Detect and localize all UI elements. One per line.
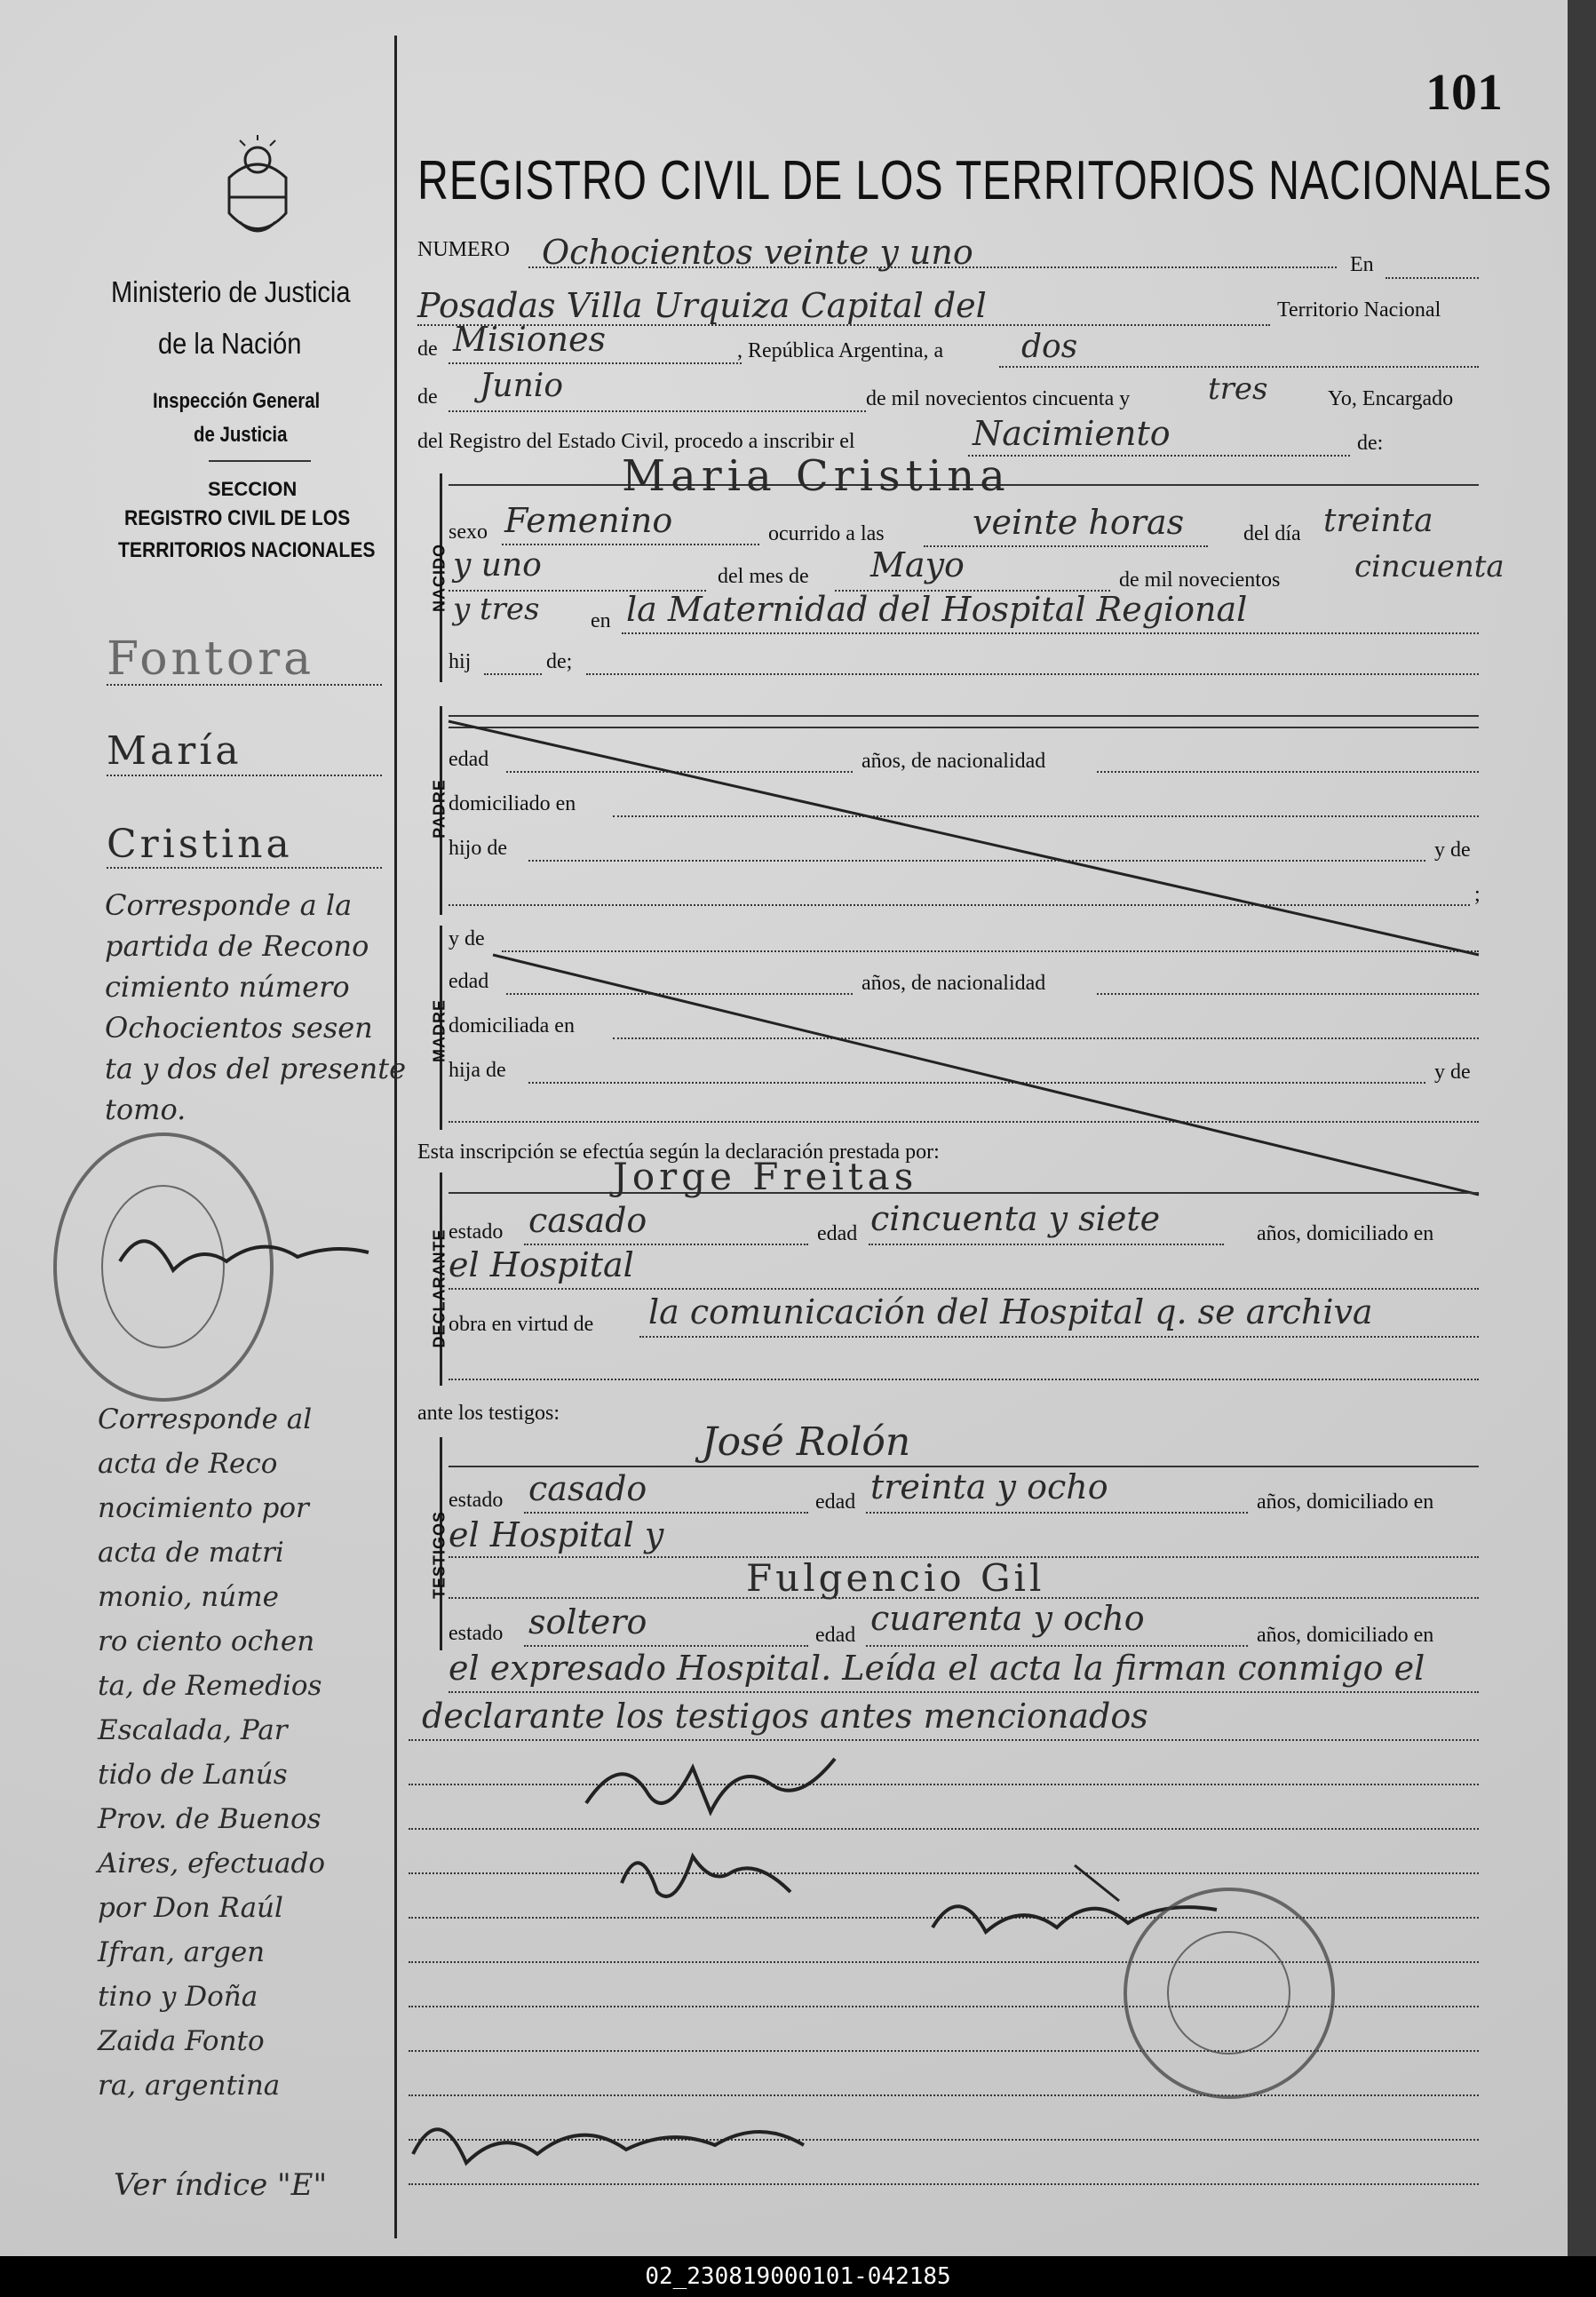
de-label-3: de: <box>1357 432 1384 455</box>
dotted-line <box>639 1336 1479 1338</box>
dia-value-2: y uno <box>453 547 542 584</box>
testigos-section-label: TESTIGOS <box>430 1511 449 1600</box>
margin-note-line: tomo. <box>105 1093 187 1126</box>
declarante-edad-value: cincuenta y siete <box>870 1199 1161 1238</box>
margin-note-line: Ifran, argen <box>98 1936 266 1968</box>
madre-edad-label: edad <box>449 970 489 993</box>
dotted-line <box>866 1512 1248 1514</box>
testigo2-domicilio-label: años, domiciliado en <box>1257 1624 1434 1647</box>
lugar-value: la Maternidad del Hospital Regional <box>626 590 1248 629</box>
dia-label: del día <box>1243 522 1301 545</box>
margin-note-line: partida de Recono <box>105 929 369 963</box>
mes-label: del mes de <box>718 565 809 588</box>
registro-label: del Registro del Estado Civil, procedo a inscribir el <box>417 430 855 453</box>
madre-yde-top: y de <box>449 927 485 950</box>
testigo1-edad-value: treinta y ocho <box>870 1467 1108 1506</box>
madre-yde-label: y de <box>1434 1061 1471 1084</box>
sexo-label: sexo <box>449 521 488 544</box>
signature-margin <box>111 1208 377 1288</box>
sexo-value: Femenino <box>504 501 673 540</box>
padre-hijo-label: hijo de <box>449 837 507 860</box>
en-label-2: en <box>591 609 611 632</box>
ocurrido-label: ocurrido a las <box>768 522 885 545</box>
en-label: En <box>1350 253 1374 276</box>
page-number: 101 <box>1425 63 1503 121</box>
signature-testigo2 <box>404 2083 830 2190</box>
dotted-line <box>524 1512 808 1514</box>
hora-value: veinte horas <box>973 503 1185 542</box>
official-stamp <box>1124 1888 1335 2099</box>
de-label-2: de <box>417 385 438 409</box>
act-value: Nacimiento <box>973 414 1171 453</box>
testigo1-estado-label: estado <box>449 1489 504 1512</box>
seccion-name-1: REGISTRO CIVIL DE LOS <box>124 506 351 530</box>
margin-name-2: Cristina <box>107 822 293 867</box>
testigo1-estado-value: casado <box>528 1469 647 1508</box>
margin-note-line: ta y dos del presente <box>105 1052 407 1085</box>
testigo1-edad-label: edad <box>815 1490 856 1514</box>
declarante-obra-value: la comunicación del Hospital q. se archiva <box>648 1292 1373 1331</box>
signature-testigo1 <box>613 1830 808 1919</box>
padre-anios-label: años, de nacionalidad <box>862 750 1046 773</box>
mil-label: de mil novecientos <box>1119 568 1281 592</box>
territorio-label: Territorio Nacional <box>1277 298 1441 322</box>
anio-value: cincuenta <box>1354 549 1505 584</box>
declarante-obra-label: obra en virtud de <box>449 1313 594 1336</box>
margin-surname: Fontora <box>107 632 315 686</box>
madre-anios-label: años, de nacionalidad <box>862 972 1046 995</box>
dotted-line <box>449 1691 1479 1693</box>
padre-section-label: PADRE <box>430 779 449 839</box>
declarante-name: Jorge Freitas <box>613 1155 918 1198</box>
padre-yde-label: y de <box>1434 839 1471 862</box>
year-value: tres <box>1208 371 1268 407</box>
margin-note-3: Ver índice "E" <box>114 2167 328 2203</box>
testigo2-edad-label: edad <box>815 1624 856 1647</box>
signature-declarante <box>568 1732 853 1839</box>
margin-note-line: nocimiento por <box>98 1492 309 1524</box>
testigo1-domicilio-label: años, domiciliado en <box>1257 1490 1434 1514</box>
scan-footer-code: 02_230819000101-042185 <box>0 2256 1596 2297</box>
margin-note-line: Zaida Fonto <box>98 2025 265 2057</box>
dotted-line <box>107 867 382 869</box>
testigo2-estado-value: soltero <box>528 1602 647 1641</box>
seccion-name-2: TERRITORIOS NACIONALES <box>118 538 376 562</box>
ministry-name: Ministerio de Justicia <box>111 275 351 308</box>
margin-note-line: Escalada, Par <box>98 1714 288 1746</box>
margin-note-line: por Don Raúl <box>98 1892 283 1924</box>
margin-note-line: ra, argentina <box>98 2070 281 2102</box>
mes-value: Mayo <box>870 545 965 584</box>
closing-line-1: el expresado Hospital. Leída el acta la firman conmigo el <box>449 1649 1425 1688</box>
madre-section-label: MADRE <box>430 999 449 1062</box>
margin-note-line: Prov. de Buenos <box>98 1803 322 1835</box>
numero-label: NUMERO <box>417 238 511 261</box>
dotted-line <box>866 1645 1248 1647</box>
dotted-line <box>449 1288 1479 1290</box>
dotted-line <box>107 775 382 776</box>
testigo2-edad-value: cuarenta y ocho <box>870 1599 1145 1638</box>
testigos-intro: ante los testigos: <box>417 1402 560 1425</box>
testigo2-estado-label: estado <box>449 1622 504 1645</box>
margin-note-line: tino y Doña <box>98 1981 258 2013</box>
dotted-line <box>409 2050 1479 2052</box>
margin-note-1 <box>105 888 407 1133</box>
margin-note-line: Ochocientos sesen <box>105 1011 373 1045</box>
margin-note-2 <box>98 1403 400 2114</box>
declarante-estado-label: estado <box>449 1220 504 1244</box>
declarante-section-label: DECLARANTE <box>430 1228 449 1348</box>
madre-hija-label: hija de <box>449 1059 506 1082</box>
padre-edad-label: edad <box>449 748 489 771</box>
seccion-label: SECCION <box>208 478 298 500</box>
padre-domicilio-label: domiciliado en <box>449 792 576 815</box>
testigo2-name: Fulgencio Gil <box>746 1556 1045 1600</box>
declarante-domicilio-label: años, domiciliado en <box>1257 1222 1434 1245</box>
hij-label: hij <box>449 650 472 673</box>
margin-note-line: tido de Lanús <box>98 1759 288 1791</box>
margin-name-1: María <box>107 728 242 774</box>
testigo1-domicilio-value: el Hospital y <box>449 1515 664 1554</box>
padre-semicolon: ; <box>1474 883 1481 906</box>
margin-note-line: Corresponde al <box>98 1403 313 1435</box>
anio-value-2: y tres <box>453 592 540 627</box>
document-title: REGISTRO CIVIL DE LOS TERRITORIOS NACIONALES <box>417 150 1552 211</box>
testigo1-name: José Rolón <box>702 1419 911 1465</box>
margin-note-line: Corresponde a la <box>105 888 353 922</box>
nacido-name: Maria Cristina <box>622 451 1011 501</box>
declarante-estado-value: casado <box>528 1201 647 1240</box>
margin-note-line: cimiento número <box>105 970 350 1004</box>
dotted-line <box>524 1645 808 1647</box>
dotted-line <box>107 684 382 686</box>
de-label-4: de; <box>546 650 573 673</box>
nacido-section-label: NACIDO <box>430 544 449 612</box>
declarante-edad-label: edad <box>817 1222 858 1245</box>
inspection-name: Inspección General <box>153 389 321 413</box>
numero-value: Ochocientos veinte y uno <box>542 233 973 272</box>
encargado-label: Yo, Encargado <box>1328 387 1454 410</box>
margin-note-line: acta de matri <box>98 1537 284 1569</box>
declarante-domicilio-value: el Hospital <box>449 1245 634 1284</box>
closing-line-2: declarante los testigos antes mencionados <box>422 1697 1148 1736</box>
dia-value: treinta <box>1323 503 1433 539</box>
inspection-name-2: de Justicia <box>194 423 288 447</box>
margin-note-line: ro ciento ochen <box>98 1625 315 1657</box>
dotted-line <box>449 1379 1479 1380</box>
ministry-name-2: de la Nación <box>158 327 302 360</box>
madre-domicilio-label: domiciliada en <box>449 1014 575 1037</box>
declarante-intro: Esta inscripción se efectúa según la declaración prestada por: <box>417 1141 940 1164</box>
de-label: de <box>417 338 438 361</box>
day-value: dos <box>1021 329 1078 365</box>
month-value: Junio <box>480 368 563 404</box>
territorio-value: Misiones <box>453 320 607 359</box>
republica-label: , República Argentina, a <box>737 339 944 362</box>
margin-note-line: ta, de Remedios <box>98 1670 322 1702</box>
margin-note-line: acta de Reco <box>98 1448 278 1480</box>
place-value: Posadas Villa Urquiza Capital del <box>417 286 987 325</box>
year-label: de mil novecientos cincuenta y <box>866 387 1131 410</box>
margin-note-line: monio, núme <box>98 1581 279 1613</box>
margin-note-line: Aires, efectuado <box>98 1848 326 1880</box>
rule <box>449 1192 1479 1194</box>
dotted-line <box>869 1244 1224 1245</box>
